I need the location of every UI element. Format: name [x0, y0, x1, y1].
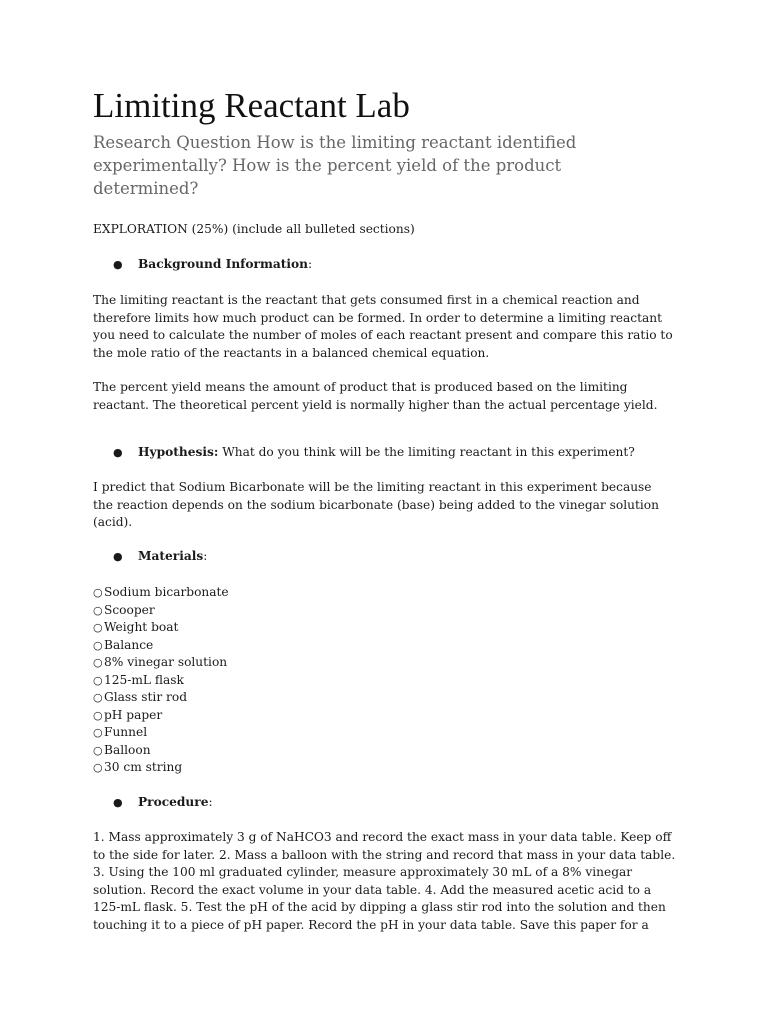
circle-bullet-icon: ○ [93, 621, 103, 634]
procedure-heading-label: Procedure [138, 795, 209, 809]
materials-heading-colon: : [203, 549, 208, 563]
circle-bullet-icon: ○ [93, 638, 103, 652]
list-item: ○Funnel [93, 724, 229, 742]
hypothesis-heading-label: Hypothesis: [138, 445, 219, 459]
materials-heading [113, 548, 207, 566]
hypothesis-question: What do you think will be the limiting reactant in this experiment? [218, 445, 635, 459]
text-line: the reaction depends on the sodium bicarbonate (base) being added to the vinegar solution [93, 497, 659, 512]
text-line: 125-mL flask. 5. Test the pH of the acid by dipping a glass stir rod into the solution and then [93, 900, 666, 914]
bullet-icon: ● [113, 796, 123, 809]
circle-bullet-icon: ○ [93, 761, 103, 774]
text-line: reactant. The theoretical percent yield is normally higher than the actual percentage yield. [93, 397, 658, 412]
text-line: 3. Using the 100 ml graduated cylinder, measure approximately 30 mL of a 8% vinegar [93, 865, 633, 879]
procedure-text [93, 829, 713, 934]
text-line: The limiting reactant is the reactant that gets consumed first in a chemical reaction and [93, 293, 640, 307]
circle-bullet-icon: ○ [93, 726, 103, 739]
background-paragraph-2 [93, 379, 693, 414]
hypothesis-answer [93, 479, 693, 532]
list-item: ○Scooper [93, 602, 229, 620]
text-line: you need to calculate the number of moles of each reactant present and compare this ratio to [93, 328, 673, 342]
list-item: ○Sodium bicarbonate [93, 584, 229, 602]
list-item: ○Balance [93, 637, 229, 655]
text-line: to the side for later. 2. Mass a balloon with the string and record that mass in your data table. [93, 847, 676, 862]
text-line: touching it to a piece of pH paper. Record the pH in your data table. Save this paper for a [93, 917, 649, 932]
exploration-heading: EXPLORATION (25%) (include all bulleted sections) [93, 222, 415, 236]
materials-list [93, 584, 229, 777]
text-line: I predict that Sodium Bicarbonate will be the limiting reactant in this experiment because [93, 480, 652, 494]
circle-bullet-icon: ○ [93, 656, 103, 669]
circle-bullet-icon: ○ [93, 691, 103, 704]
background-heading-label: Background Information [138, 257, 309, 271]
bullet-icon: ● [113, 446, 123, 459]
list-item: ○pH paper [93, 707, 229, 725]
background-paragraph-1 [93, 292, 693, 362]
list-item: ○30 cm string [93, 759, 229, 777]
bullet-icon: ● [113, 550, 123, 563]
list-item: ○Balloon [93, 742, 229, 760]
circle-bullet-icon: ○ [93, 586, 103, 599]
procedure-heading-colon: : [208, 795, 213, 809]
text-line: (acid). [93, 515, 133, 529]
circle-bullet-icon: ○ [93, 673, 103, 687]
list-item: ○Glass stir rod [93, 689, 229, 707]
text-line: therefore limits how much product can be formed. In order to determine a limiting reactant [93, 310, 663, 325]
list-item: ○125-mL flask [93, 672, 229, 690]
bullet-icon: ● [113, 258, 123, 271]
hypothesis-heading [113, 444, 635, 462]
circle-bullet-icon: ○ [93, 743, 103, 757]
list-item: ○8% vinegar solution [93, 654, 229, 672]
materials-heading-label: Materials [138, 549, 204, 563]
circle-bullet-icon: ○ [93, 708, 103, 722]
circle-bullet-icon: ○ [93, 603, 103, 617]
background-heading [113, 256, 312, 274]
page-title: Limiting Reactant Lab [93, 86, 410, 125]
list-item: ○Weight boat [93, 619, 229, 637]
text-line: solution. Record the exact volume in your data table. 4. Add the measured acetic acid to a [93, 882, 652, 897]
text-line: the mole ratio of the reactants in a balanced chemical equation. [93, 345, 490, 360]
research-question: Research Question How is the limiting reactant identified experimentally? How is the percent yield of the product determined? [93, 133, 577, 198]
background-heading-colon: : [308, 257, 313, 271]
text-line: The percent yield means the amount of product that is produced based on the limiting [93, 380, 628, 394]
procedure-heading [113, 794, 213, 812]
text-line: 1. Mass approximately 3 g of NaHCO3 and record the exact mass in your data table. Keep off [93, 830, 672, 844]
